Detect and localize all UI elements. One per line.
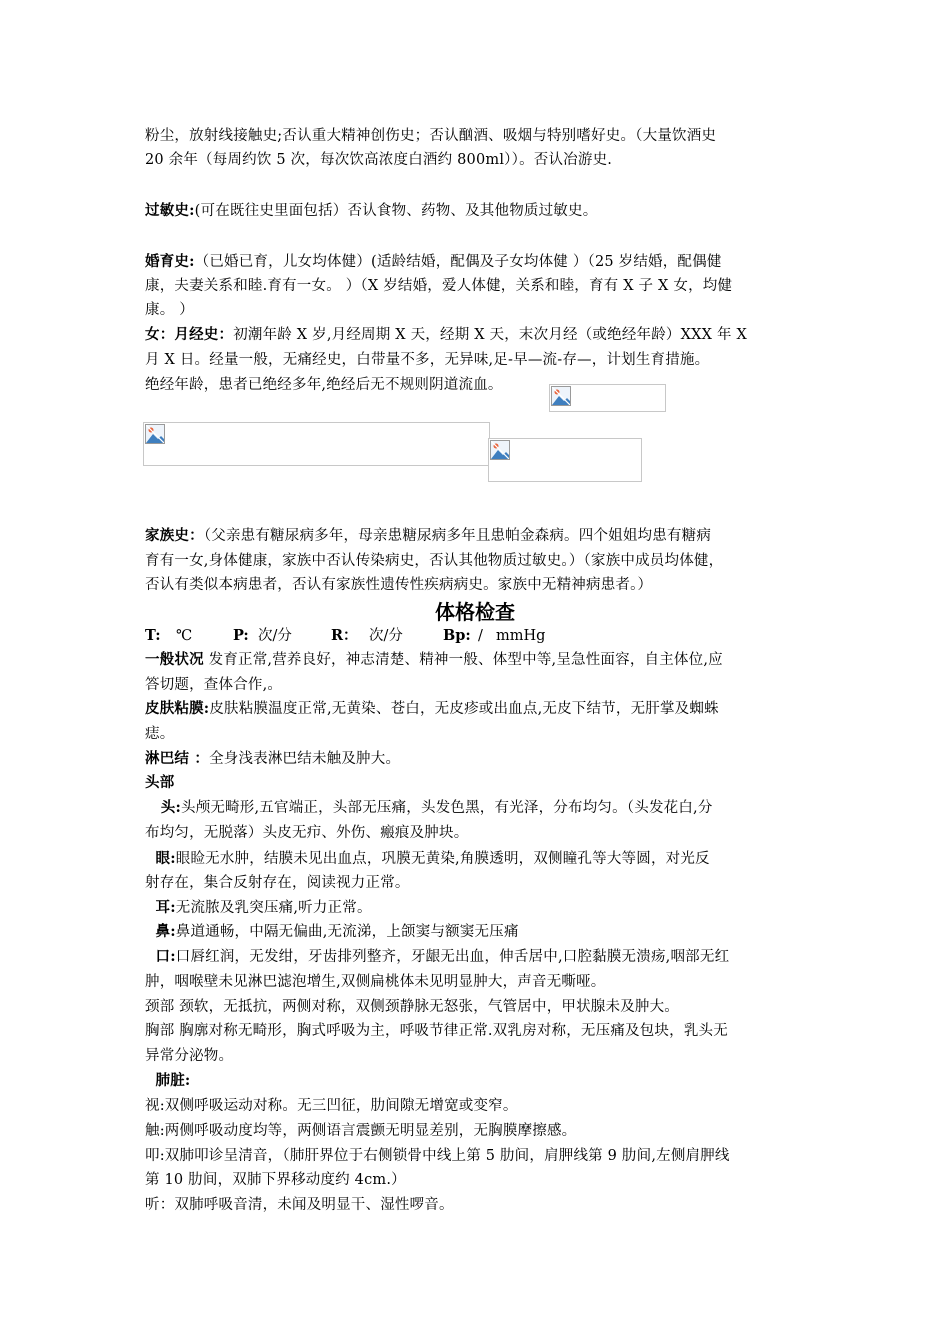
- family-label: 家族史：: [145, 527, 204, 544]
- respiration-label: R：: [331, 627, 358, 644]
- skin-label: 皮肤粘膜:: [145, 700, 210, 717]
- marital-history: 婚育史:（已婚已育，儿女均体健）(适龄结婚，配偶及子女均体健 ）（25 岁结婚，配偶健: [145, 253, 722, 270]
- neck-exam: 颈部 颈软，无抵抗，两侧对称，双侧颈静脉无怒张，气管居中，甲状腺未及肿大。: [145, 999, 680, 1015]
- general-status-cont: 答切题，查体合作,。: [145, 677, 283, 693]
- marital-history-cont: 康。 ）: [145, 302, 194, 318]
- lung-label: 肺脏:: [145, 1072, 191, 1089]
- lung-percussion-cont: 第 10 肋间，双肺下界移动度约 4cm.）: [145, 1172, 406, 1188]
- mouth-exam: 口:口唇红润，无发绀，牙齿排列整齐，牙龈无出血，伸舌居中,口腔黏膜无溃疡,咽部无红: [145, 948, 730, 965]
- lymph-label: 淋巴结 ：: [145, 750, 210, 767]
- skin-mucosa: 皮肤粘膜:皮肤粘膜温度正常,无黄染、苍白，无皮疹或出血点,无皮下结节，无肝掌及蜘蛛: [145, 700, 719, 717]
- eye-label: 眼:: [145, 850, 176, 867]
- eye-exam: 眼:眼睑无水肿，结膜未见出血点，巩膜无黄染,角膜透明，双侧瞳孔等大等圆，对光反: [145, 850, 710, 867]
- marital-history-cont: 康，夫妻关系和睦.育有一女。 ）（X 岁结婚，爱人体健，关系和睦，育有 X 子 X 女，均健: [145, 278, 733, 294]
- head-label: 头部: [145, 774, 175, 791]
- image-placeholder: [549, 384, 666, 412]
- head-exam: 头:头颅无畸形,五官端正，头部无压痛，头发色黑，有光泽，分布均匀。（头发花白,分: [145, 799, 713, 816]
- image-placeholder: [143, 422, 490, 466]
- blood-pressure-separator: /: [478, 628, 483, 644]
- blood-pressure-unit: mmHg: [496, 628, 546, 644]
- chest-exam: 胸部 胸廓对称无畸形，胸式呼吸为主，呼吸节律正常.双乳房对称，无压痛及包块，乳头无: [145, 1023, 728, 1039]
- menstrual-label: 女：月经史：: [145, 326, 234, 343]
- mouth-exam-cont: 肿，咽喉壁未见淋巴滤泡增生,双侧扁桃体未见明显肿大，声音无嘶哑。: [145, 974, 606, 990]
- history-line: 粉尘，放射线接触史;否认重大精神创伤史；否认酗酒、吸烟与特别嗜好史。（大量饮酒史: [145, 128, 717, 144]
- eye-exam-cont: 射存在，集合反射存在，阅读视力正常。: [145, 875, 410, 891]
- lung-inspection: 视:双侧呼吸运动对称。无三凹征，肋间隙无增宽或变窄。: [145, 1098, 518, 1114]
- respiration-unit: 次/分: [369, 628, 403, 644]
- family-history: 家族史：（父亲患有糖尿病多年，母亲患糖尿病多年且患帕金森病。四个姐姐均患有糖病: [145, 527, 712, 544]
- ear-label: 耳:: [145, 899, 176, 916]
- nose-exam: 鼻:鼻道通畅，中隔无偏曲,无流涕，上颌窦与额窦无压痛: [145, 923, 519, 940]
- general-label: 一般状况: [145, 651, 204, 668]
- chest-exam-cont: 异常分泌物。: [145, 1048, 234, 1064]
- broken-image-icon: [145, 424, 165, 444]
- family-history-cont: 否认有类似本病患者，否认有家族性遗传性疾病病史。家族中无精神病患者。）: [145, 577, 653, 593]
- broken-image-icon: [551, 386, 571, 406]
- allergy-label: 过敏史:: [145, 202, 195, 219]
- head-section: [145, 773, 815, 793]
- general-status: 一般状况 发育正常,营养良好，神志清楚、精神一般、体型中等,呈急性面容，自主体位,应: [145, 651, 723, 668]
- lung-section: [145, 1071, 815, 1091]
- ear-exam: 耳:无流脓及乳突压痛,听力正常。: [145, 899, 372, 916]
- temperature-label: T:: [145, 627, 161, 644]
- head-exam-cont: 布均匀，无脱落）头皮无疖、外伤、瘢痕及肿块。: [145, 825, 469, 841]
- head-sub-label: 头:: [145, 799, 181, 816]
- marital-label: 婚育史:: [145, 253, 195, 270]
- lymph-nodes: 淋巴结 ：全身浅表淋巴结未触及肿大。: [145, 750, 401, 767]
- history-line: 20 余年（每周约饮 5 次，每次饮高浓度白酒约 800ml））。否认冶游史.: [145, 152, 613, 168]
- image-placeholder: [488, 438, 642, 482]
- lung-percussion: 叩:双肺叩诊呈清音，（肺肝界位于右侧锁骨中线上第 5 肋间，肩胛线第 9 肋间,左侧肩胛线: [145, 1148, 730, 1164]
- broken-image-icon: [490, 440, 510, 460]
- pulse-unit: 次/分: [258, 628, 292, 644]
- lung-auscultation: 听：双肺呼吸音清，未闻及明显干、湿性啰音。: [145, 1197, 454, 1213]
- temperature-unit: ℃: [176, 628, 193, 644]
- section-title: 体格检查: [435, 600, 515, 624]
- menstrual-history: 女：月经史：初潮年龄 X 岁,月经周期 X 天，经期 X 天，末次月经（或绝经年龄）XXX 年 X: [145, 326, 748, 343]
- mouth-label: 口:: [145, 948, 176, 965]
- menopause-line: 绝经年龄，患者已绝经多年,绝经后无不规则阴道流血。: [145, 377, 503, 393]
- menstrual-history-cont: 月 X 日。经量一般，无痛经史，白带量不多，无异味,足-早—流-存—，计划生育措施。: [145, 352, 710, 368]
- family-history-cont: 育有一女,身体健康，家族中否认传染病史，否认其他物质过敏史。）（家族中成员均体健，: [145, 553, 724, 569]
- nose-label: 鼻:: [145, 923, 176, 940]
- pulse-label: P:: [233, 627, 249, 644]
- lung-palpation: 触:两侧呼吸动度均等，两侧语言震颤无明显差别，无胸膜摩擦感。: [145, 1123, 577, 1139]
- blood-pressure-label: Bp:: [443, 627, 471, 644]
- skin-mucosa-cont: 痣。: [145, 726, 175, 742]
- allergy-history: 过敏史:(可在既往史里面包括）否认食物、药物、及其他物质过敏史。: [145, 202, 598, 219]
